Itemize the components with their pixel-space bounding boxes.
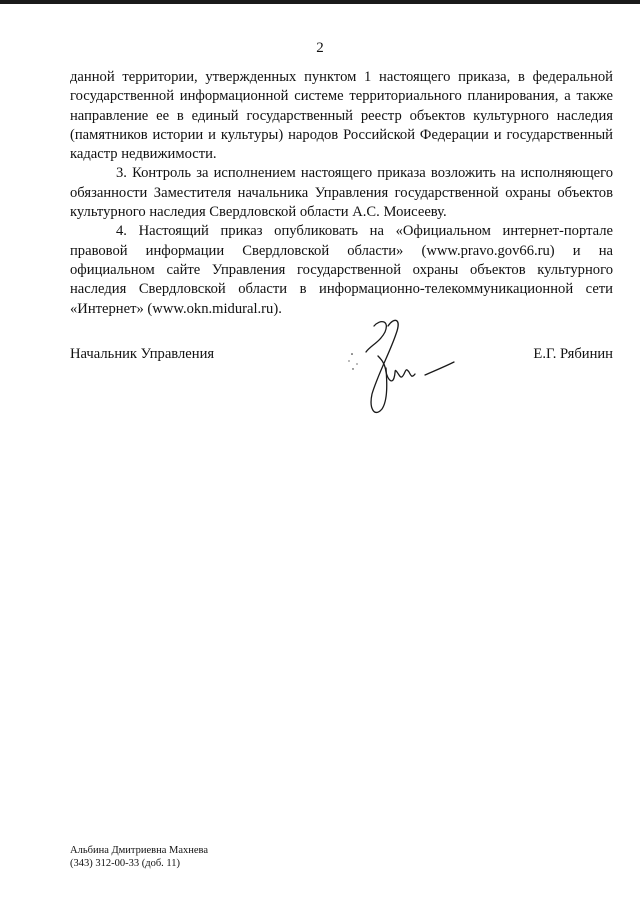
page-number: 2 [316, 40, 324, 56]
paragraph-item-4-text-start: 4. Настоящий приказ опубликовать на «Официальном интернет-портале правовой информации Свердловской области» [70, 223, 613, 259]
pravo-portal-link[interactable]: (www.pravo.gov66.ru) [421, 242, 555, 259]
executor-phone: (343) 312-00-33 (доб. 11) [70, 858, 181, 869]
signatory-name: Е.Г. Рябинин [533, 346, 613, 362]
paragraph-continuation: данной территории, утвержденных пунктом 1 настоящего приказа, в федеральной государственной информационной системе территориального планирования, а также направление ее в единый государственный реестр объектов культурного наследия (памятников истории и культуры) народов Российской Федерации и государственный кадастр недвижимости. [70, 69, 613, 163]
paragraph-item-4-text-end: . [278, 300, 282, 317]
document-body [70, 68, 613, 319]
executor-footer [70, 844, 208, 870]
executor-name: Альбина Дмитриевна Махнева [70, 845, 209, 856]
paragraph-item-4 [70, 222, 613, 318]
signatory-title: Начальник Управления [70, 346, 215, 362]
handwritten-signature [330, 312, 460, 422]
okn-site-link[interactable]: (www.okn.midural.ru) [147, 300, 279, 317]
paragraph-item-4-text-middle: и на официальном сайте Управления государственной охраны объектов культурного наследия Свердловской области в информационно-телекоммуникационной сети «Интернет» [70, 242, 613, 317]
scan-top-edge [0, 0, 640, 4]
paragraph-item-3: 3. Контроль за исполнением настоящего приказа возложить на исполняющего обязанности Заместителя начальника Управления государственной охраны объектов культурного наследия Свердловской области А.С. Моисееву. [70, 165, 613, 221]
